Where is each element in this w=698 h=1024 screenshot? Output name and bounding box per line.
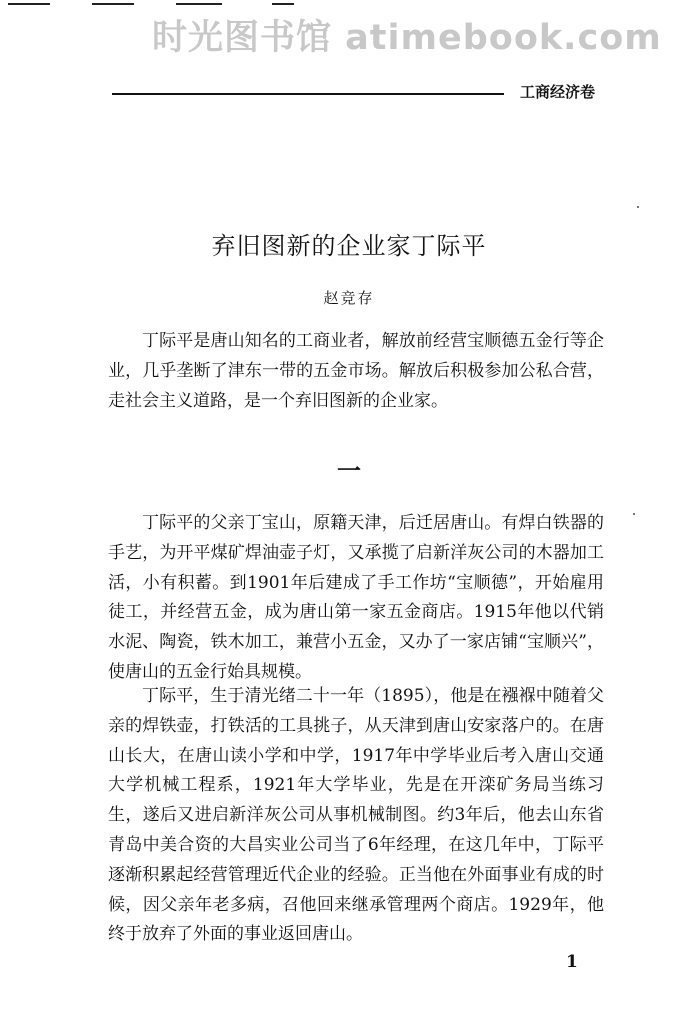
body-paragraph: 丁际平，生于清光绪二十一年（1895），他是在襁褓中随着父亲的焊铁壶，打铁活的工具挑子，从天津到唐山安家落户的。在唐山长大，在唐山读小学和中学，1917年中学毕业后考入唐山交通大学机械工程系，1921年大学毕业，先是在开滦矿务局当练习生，遂后又进启新洋灰公司从事机械制图。约3年后，他去山东省青岛中美合资的大昌实业公司当了6年经理，在这几年中，丁际平逐渐积累起经营管理近代企业的经验。正当他在外面事业有成的时候，因父亲年老多病，召他回来继承管理两个商店。1929年，他终于放弃了外面的事业返回唐山。 [108,686,604,945]
scan-speck [637,206,639,208]
scan-edge-marks [0,0,698,10]
scan-speck [633,513,635,515]
intro-paragraph: 丁际平是唐山知名的工商业者，解放前经营宝顺德五金行等企业，几乎垄断了津东一带的五金市场。解放后积极参加公私合营，走社会主义道路，是一个弃旧图新的企业家。 [108,331,604,411]
article-author: 赵竞存 [323,289,375,307]
scan-mark [176,3,222,5]
page-number: 1 [566,952,578,972]
watermark: 时光图书馆 atimebook.com [152,18,662,58]
body-paragraph: 丁际平的父亲丁宝山，原籍天津，后迁居唐山。有焊白铁器的手艺，为开平煤矿焊油壶子灯，又承揽了启新洋灰公司的木器加工活，小有积蓄。到1901年后建成了手工作坊“宝顺德”，开始雇用徒工，并经营五金，成为唐山第一家五金商店。1915年他以代销水泥、陶瓷，铁木加工，兼营小五金，又办了一家店铺“宝顺兴”，使唐山的五金行始具规模。 [108,513,604,682]
section-number: 一 [337,456,361,485]
scan-mark [8,3,50,5]
scan-mark [272,3,294,5]
header-rule [112,93,504,95]
article-title: 弃旧图新的企业家丁际平 [211,232,487,260]
running-head: 工商经济卷 [520,83,596,101]
scan-mark [92,3,134,5]
